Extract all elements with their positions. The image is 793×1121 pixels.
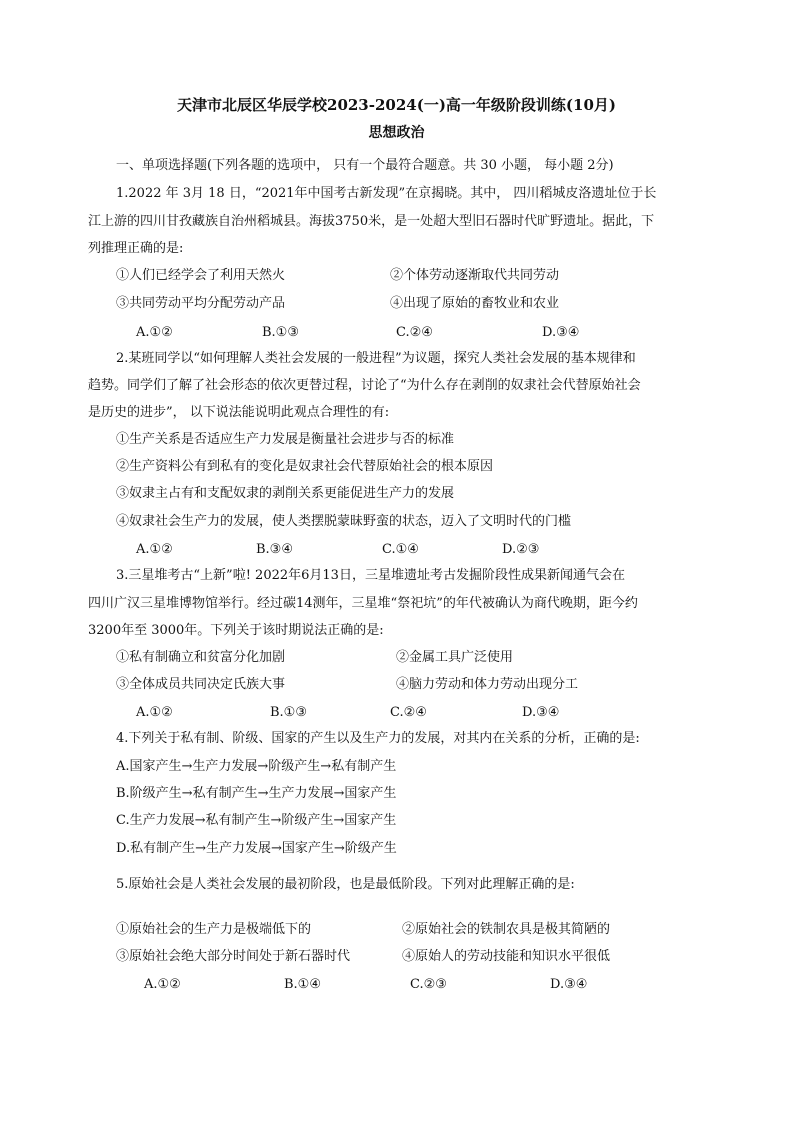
q1-item: ②个体劳动逐渐取代共同劳动 [390, 268, 560, 283]
q1-choice-d: D.③④ [542, 325, 580, 340]
q2-item: ①生产关系是否适应生产力发展是衡量社会进步与否的标准 [116, 432, 455, 447]
q2-stem-line: 趋势。同学们了解了社会形态的依次更替过程，讨论了“为什么存在剥削的奴隶社会代替原始社会 [88, 378, 641, 393]
q3-stem-line: 四川广汉三星堆博物馆举行。经过碳14测年，三星堆“祭祀坑”的年代被确认为商代晚期，距今约 [88, 596, 638, 611]
q3-stem-line: 3200年至 3000年。下列关于该时期说法正确的是: [88, 623, 384, 638]
q3-item: ④脑力劳动和体力劳动出现分工 [396, 677, 579, 692]
q4-option-a: A.国家产生→生产力发展→阶级产生→私有制产生 [116, 759, 397, 774]
q3-choice-d: D.③④ [522, 705, 560, 720]
q3-item: ③全体成员共同决定氏族大事 [116, 677, 286, 692]
q5-item: ②原始社会的铁制农具是极其简陋的 [402, 922, 611, 937]
q1-stem-line: 1.2022 年 3月 18 日，“2021年中国考古新发现”在京揭晓。其中， 四川稻城皮洛遗址位于长 [116, 186, 657, 201]
q3-choice-c: C.②④ [390, 705, 427, 720]
q1-stem-line: 江上游的四川甘孜藏族自治州稻城县。海拔3750米，是一处超大型旧石器时代旷野遗址。据此，下 [88, 214, 655, 229]
q5-choice-d: D.③④ [550, 977, 588, 992]
q1-item: ①人们已经学会了利用天然火 [116, 268, 286, 283]
q5-choice-b: B.①④ [284, 977, 321, 992]
q3-stem-line: 3.三星堆考古“上新”啦! 2022年6月13日，三星堆遗址考古发掘阶段性成果新闻通气会在 [116, 568, 625, 583]
q1-item: ④出现了原始的畜牧业和农业 [390, 296, 560, 311]
q3-item: ①私有制确立和贫富分化加剧 [116, 650, 286, 665]
q4-option-b: B.阶级产生→私有制产生→生产力发展→国家产生 [116, 786, 397, 801]
q3-choice-a: A.①② [136, 705, 173, 720]
q4-option-c: C.生产力发展→私有制产生→阶级产生→国家产生 [116, 813, 397, 828]
q4-option-d: D.私有制产生→生产力发展→国家产生→阶级产生 [116, 841, 397, 856]
q1-stem-line: 列推理正确的是: [88, 241, 184, 256]
q2-item: ②生产资料公有到私有的变化是奴隶社会代替原始社会的根本原因 [116, 459, 494, 474]
q2-choice-b: B.③④ [256, 542, 293, 557]
q1-item: ③共同劳动平均分配劳动产品 [116, 296, 286, 311]
subject-title: 思想政治 [368, 125, 425, 141]
q1-choice-b: B.①③ [262, 325, 299, 340]
q5-choice-a: A.①② [144, 977, 181, 992]
q2-choice-c: C.①④ [382, 542, 419, 557]
q1-choice-c: C.②④ [396, 325, 433, 340]
q2-stem-line: 2.某班同学以“如何理解人类社会发展的一般进程”为议题，探究人类社会发展的基本规律和 [116, 351, 636, 366]
q5-item: ①原始社会的生产力是极端低下的 [116, 922, 312, 937]
q1-choice-a: A.①② [136, 325, 173, 340]
q3-choice-b: B.①③ [270, 705, 307, 720]
section-heading: 一、单项选择题(下列各题的选项中， 只有一个最符合题意。共 30 小题， 每小题 2分) [116, 158, 614, 173]
q4-stem-line: 4.下列关于私有制、阶级、国家的产生以及生产力的发展，对其内在关系的分析，正确的是: [116, 731, 640, 746]
page-title: 天津市北辰区华辰学校2023-2024(一)高一年级阶段训练(10月) [177, 96, 616, 114]
q2-choice-d: D.②③ [502, 542, 540, 557]
q2-choice-a: A.①② [136, 542, 173, 557]
q5-item: ④原始人的劳动技能和知识水平很低 [402, 949, 611, 964]
q5-choice-c: C.②③ [410, 977, 447, 992]
q2-stem-line: 是历史的进步”， 以下说法能说明此观点合理性的有: [88, 405, 390, 420]
q3-item: ②金属工具广泛使用 [396, 650, 514, 665]
q2-item: ④奴隶社会生产力的发展，使人类摆脱蒙昧野蛮的状态，迈入了文明时代的门槛 [116, 514, 572, 529]
q5-stem-line: 5.原始社会是人类社会发展的最初阶段，也是最低阶段。下列对此理解正确的是: [116, 877, 575, 892]
q5-item: ③原始社会绝大部分时间处于新石器时代 [116, 949, 351, 964]
q2-item: ③奴隶主占有和支配奴隶的剥削关系更能促进生产力的发展 [116, 486, 455, 501]
